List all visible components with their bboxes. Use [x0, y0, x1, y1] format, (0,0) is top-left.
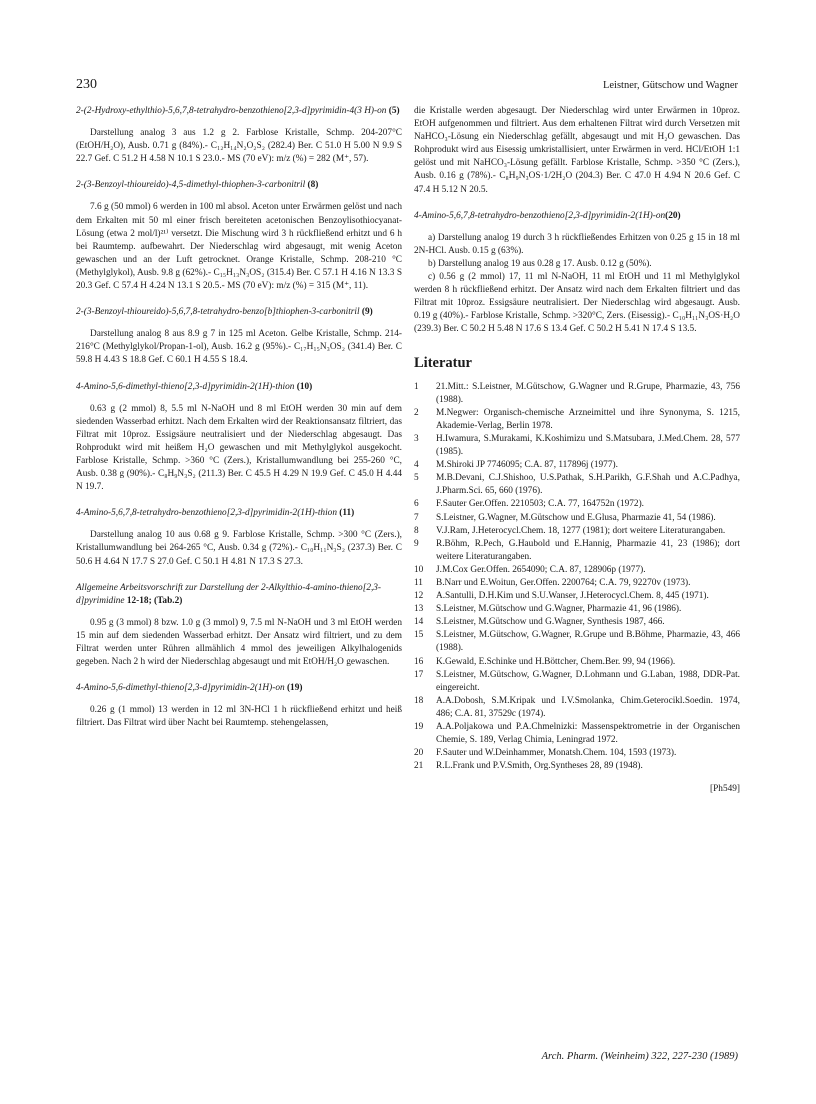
reference-text: A.A.Dobosh, S.M.Kripak und I.V.Smolanka, Chim.Geterocikl.Soedin. 1974, 486; C.A. 81, 37529c (1974).	[436, 695, 740, 719]
reference-item	[414, 498, 740, 511]
reference-number: 1	[414, 381, 419, 392]
reference-item	[414, 590, 740, 603]
reference-item	[414, 381, 740, 407]
reference-item	[414, 616, 740, 629]
reference-number: 11	[414, 578, 423, 588]
reference-item	[414, 721, 740, 747]
reference-item	[414, 656, 740, 669]
reference-item	[414, 407, 740, 433]
section-8	[76, 179, 402, 293]
section-paragraph: 0.26 g (1 mmol) 13 werden in 12 ml 3N-HCl 1 h rückfließend erhitzt und heiß filtriert. Das Filtrat wird über Nacht bei Raumtemp. stehengelassen,	[76, 705, 402, 729]
reference-text: A.A.Poljakowa und P.A.Chmelnizki: Massenspektrometrie in der Organischen Chemie, S. 189, Verlag Chimia, Leningrad 1972.	[436, 722, 740, 746]
section-heading: 4-Amino-5,6-dimethyl-thieno[2,3-d]pyrimidin-2(1H)-on (19)	[76, 683, 303, 694]
section-heading: 2-(3-Benzoyl-thioureido)-5,6,7,8-tetrahydro-benzo[b]thiophen-3-carbonitril (9)	[76, 307, 373, 318]
section-heading: Allgemeine Arbeitsvorschrift zur Darstellung der 2-Alkylthio-4-amino-thieno[2,3-d]pyrimidine 12-18; (Tab.2)	[76, 582, 382, 606]
reference-text: H.Iwamura, S.Murakami, K.Koshimizu und S.Matsubara, J.Med.Chem. 28, 577 (1985).	[436, 433, 740, 458]
reference-number: 14	[414, 617, 424, 628]
section-20	[414, 210, 740, 337]
reference-item	[414, 459, 740, 472]
reference-text: F.Sauter Ger.Offen. 2210503; C.A. 77, 164752n (1972).	[436, 499, 644, 510]
reference-item	[414, 695, 740, 721]
reference-text: V.J.Ram, J.Heterocycl.Chem. 18, 1277 (1981); dort weitere Literaturangaben.	[436, 525, 726, 536]
section-paragraph: Darstellung analog 8 aus 8.9 g 7 in 125 ml Aceton. Gelbe Kristalle, Schmp. 214-216°C (Methylglykol/Propan-1-ol), Ausb. 16.2 g (95%).- C₁₇H₁₅N₃OS₂ (341.4) Ber. C 59.8 H 4.43 S 18.8 Gef. C 60.1 H 4.55 S 18.4.	[76, 329, 402, 366]
reference-number: 21	[414, 761, 424, 772]
reference-number: 3	[414, 433, 419, 444]
reference-item	[414, 564, 740, 577]
section-heading: 4-Amino-5,6,7,8-tetrahydro-benzothieno[2,3-d]pyrimidin-2(1H)-on(20)	[414, 210, 681, 221]
reference-number: 6	[414, 499, 419, 510]
right-column	[414, 105, 740, 797]
procedure-c: c) 0.56 g (2 mmol) 17, 11 ml N-NaOH, 11 ml EtOH und 11 ml Methylglykol werden 8 h rückfließend erhitzt. Der Ansatz wird nach dem Erkalten filtriert und das Filtrat mit 10proz. Essigsäure neutralisiert. Der Niederschlag wird abgesaugt. Ausb. 0.19 g (40%).- Farblose Kristalle, Schmp. >320°C, Zers. (Eisessig).- C₁₀H₁₁N₃OS·H₂O (239.3) Ber. C 50.2 H 5.48 N 17.6 S 13.4 Gef. C 50.2 H 5.41 N 17.4 S 13.5.	[414, 272, 740, 335]
reference-text: S.Leistner, M.Gütschow, G.Wagner, R.Grupe und B.Böhme, Pharmazie, 43, 466 (1988).	[436, 630, 740, 654]
reference-text: R.L.Frank und P.V.Smith, Org.Syntheses 28, 89 (1948).	[436, 761, 643, 772]
procedure-a: a) Darstellung analog 19 durch 3 h rückfließendes Erhitzen von 0.25 g 15 in 18 ml 2N-HCl. Ausb. 0.15 g (63%).	[414, 232, 740, 256]
manuscript-code: [Ph549]	[710, 784, 740, 795]
reference-number: 7	[414, 512, 419, 523]
reference-number: 8	[414, 525, 419, 536]
reference-number: 9	[414, 538, 419, 549]
reference-item	[414, 512, 740, 525]
section-9	[76, 306, 402, 367]
section-paragraph: 0.63 g (2 mmol) 8, 5.5 ml N-NaOH und 8 ml EtOH werden 30 min auf dem siedenden Wasserbad erhitzt. Nach dem Erkalten wird der Reaktionsansatz filtriert, das Filtrat mit 10proz. Essigsäure neutralisiert und der Niederschlag abgesaugt. Das Rohprodukt wird mit heißem H₂O gewaschen und mit Methylglykol ausgekocht. Farblose Kristalle, Schmp. >360 °C (Zers.), Kristallumwandlung bei 255-260 °C, Ausb. 0.38 g (90%).- C₈H₉N₃S₂ (211.3) Ber. C 45.5 H 4.29 N 19.9 Gef. C 45.0 H 4.44 N 19.7.	[76, 403, 402, 493]
running-header-authors: Leistner, Gütschow und Wagner	[602, 80, 738, 91]
section-heading: 2-(2-Hydroxy-ethylthio)-5,6,7,8-tetrahydro-benzothieno[2,3-d]pyrimidin-4(3 H)-on (5)	[76, 106, 400, 116]
journal-footer: Arch. Pharm. (Weinheim) 322, 227-230 (1989)	[541, 1051, 738, 1062]
reference-text: B.Narr und E.Woitun, Ger.Offen. 2200764; C.A. 79, 92270v (1973).	[436, 578, 691, 588]
reference-text: A.Santulli, D.H.Kim und S.U.Wanser, J.Heterocycl.Chem. 8, 445 (1971).	[436, 591, 709, 602]
section-paragraph: 0.95 g (3 mmol) 8 bzw. 1.0 g (3 mmol) 9, 7.5 ml N-NaOH und 3 ml EtOH werden 15 min auf dem siedenden Wasserbad erhitzt. Der Ansatz wird filtriert, und zu dem Filtrat werden unter Rühren allmählich 4 mmol des jeweiligen Alkylhalogenids gegeben. Nach 2 h wird der Niederschlag abgesaugt und mit EtOH/H₂O gewaschen.	[76, 617, 402, 668]
reference-text: J.M.Cox Ger.Offen. 2654090; C.A. 87, 128906p (1977).	[436, 564, 646, 575]
section-heading: 4-Amino-5,6,7,8-tetrahydro-benzothieno[2,3-d]pyrimidin-2(1H)-thion (11)	[76, 508, 355, 519]
section-19	[76, 682, 402, 730]
reference-number: 18	[414, 695, 424, 706]
reference-item	[414, 760, 740, 773]
reference-item	[414, 603, 740, 616]
reference-text: K.Gewald, E.Schinke und H.Böttcher, Chem.Ber. 99, 94 (1966).	[436, 656, 676, 667]
reference-text: S.Leistner, M.Gütschow, G.Wagner, D.Lohmann und G.Laban, 1988, DDR-Pat. eingereicht.	[436, 669, 740, 693]
reference-number: 15	[414, 630, 424, 641]
left-column	[76, 105, 402, 730]
reference-item	[414, 629, 740, 655]
section-10	[76, 381, 402, 495]
reference-item	[414, 577, 740, 590]
reference-text: M.Negwer: Organisch-chemische Arzneimittel und ihre Synonyma, S. 1215, Akademie-Verlag, Berlin 1978.	[436, 407, 740, 431]
section-5	[76, 105, 402, 166]
reference-item	[414, 525, 740, 538]
reference-item	[414, 433, 740, 459]
section-paragraph: Darstellung analog 3 aus 1.2 g 2. Farblose Kristalle, Schmp. 204-207°C (EtOH/H₂O), Ausb. 0.71 g (84%).- C₁₂H₁₄N₂O₂S₂ (282.4) Ber. C 51.0 H 5.00 N 9.9 S 22.7 Gef. C 51.2 H 4.58 N 10.1 S 23.0.- MS (70 eV): m/z (%) = 282 (M⁺, 57).	[76, 128, 402, 165]
section-heading: 4-Amino-5,6-dimethyl-thieno[2,3-d]pyrimidin-2(1H)-thion (10)	[76, 381, 313, 392]
reference-text: R.Böhm, R.Pech, G.Haubold und E.Hannig, Pharmazie 41, 23 (1986); dort weitere Literaturangaben.	[436, 538, 740, 562]
reference-text: F.Sauter und W.Deinhammer, Monatsh.Chem. 104, 1593 (1973).	[436, 748, 677, 759]
reference-list	[414, 381, 740, 774]
section-paragraph: 7.6 g (50 mmol) 6 werden in 100 ml absol. Aceton unter Erwärmen gelöst und nach dem Erkalten mit 50 ml einer frisch bereiteten acetonischen Benzoylisothiocyanat-Lösung (etwa 2 mol/l)²¹⁾ versetzt. Die Mischung wird 3 h rückfließend erhitzt und 6 h bei Raumtemp. aufbewahrt. Der Niederschlag wird abgesaugt, mit wenig Aceton gewaschen und an der Luft getrocknet. Orange Kristalle, Schmp. 208-210 °C (Methylglykol), Ausb. 9.8 g (62%).- C₁₅H₁₃N₃OS₂ (315.4) Ber. C 57.1 H 4.16 N 13.3 S 20.3 Gef. C 57.4 H 4.24 N 13.1 S 20.5.- MS (70 eV): m/z (%) = 315 (M⁺, 11).	[76, 202, 402, 292]
reference-number: 12	[414, 591, 424, 602]
reference-item	[414, 747, 740, 760]
reference-text: S.Leistner, M.Gütschow und G.Wagner, Synthesis 1987, 466.	[436, 617, 665, 628]
reference-number: 16	[414, 656, 424, 667]
reference-text: S.Leistner, G.Wagner, M.Gütschow und E.Glusa, Pharmazie 41, 54 (1986).	[436, 512, 716, 523]
reference-number: 4	[414, 460, 419, 471]
procedure-b: b) Darstellung analog 19 aus 0.28 g 17. Ausb. 0.12 g (50%).	[428, 258, 652, 269]
reference-item	[414, 669, 740, 695]
reference-number: 19	[414, 722, 424, 733]
reference-text: 21.Mitt.: S.Leistner, M.Gütschow, G.Wagner und R.Grupe, Pharmazie, 43, 756 (1988).	[436, 381, 740, 405]
reference-text: M.B.Devani, C.J.Shishoo, U.S.Pathak, S.H.Parikh, G.F.Shah und A.C.Padhya, J.Pharm.Sci. 65, 660 (1976).	[436, 473, 740, 497]
reference-text: S.Leistner, M.Gütschow und G.Wagner, Pharmazie 41, 96 (1986).	[436, 604, 682, 615]
section-heading: 2-(3-Benzoyl-thioureido)-4,5-dimethyl-thiophen-3-carbonitril (8)	[76, 180, 319, 191]
references-heading: Literatur	[414, 354, 472, 371]
page-number: 230	[76, 77, 97, 92]
reference-number: 17	[414, 669, 424, 680]
reference-number: 5	[414, 473, 419, 484]
reference-number: 10	[414, 564, 424, 575]
section-paragraph: Darstellung analog 10 aus 0.68 g 9. Farblose Kristalle, Schmp. >300 °C (Zers.), Kristallumwandlung bei 264-265 °C, Ausb. 0.34 g (72%).- C₁₀H₁₁N₃S₂ (237.3) Ber. C 50.6 H 4.64 N 17.7 S 27.0 Gef. C 50.1 H 4.81 N 17.3 S 27.3.	[76, 530, 402, 567]
section-12-18	[76, 582, 402, 670]
section-11	[76, 507, 402, 568]
reference-number: 13	[414, 604, 424, 615]
reference-number: 2	[414, 407, 419, 418]
reference-item	[414, 472, 740, 498]
reference-number: 20	[414, 748, 424, 759]
reference-text: M.Shiroki JP 7746095; C.A. 87, 117896j (1977).	[436, 460, 618, 471]
continued-paragraph: die Kristalle werden abgesaugt. Der Niederschlag wird unter Erwärmen in 10proz. EtOH aufgenommen und filtriert. Aus dem erhaltenen Filtrat wird durch Versetzen mit NaHCO₃-Lösung ein Niederschlag gefällt, abgesaugt und mit H₂O gewaschen. Das Rohprodukt wird aus Eisessig umkristallisiert, unter Erwärmen in verd. HCl/EtOH 1:1 gelöst und mit NaHCO₃-Lösung gefällt. Farblose Kristalle, Schmp. >350 °C (Zers.), Ausb. 0.16 g (78%).- C₈H₉N₃OS·1/2H₂O (204.3) Ber. C 47.0 H 4.94 N 20.6 Gef. C 47.4 H 5.12 N 20.5.	[414, 106, 740, 195]
reference-item	[414, 538, 740, 564]
